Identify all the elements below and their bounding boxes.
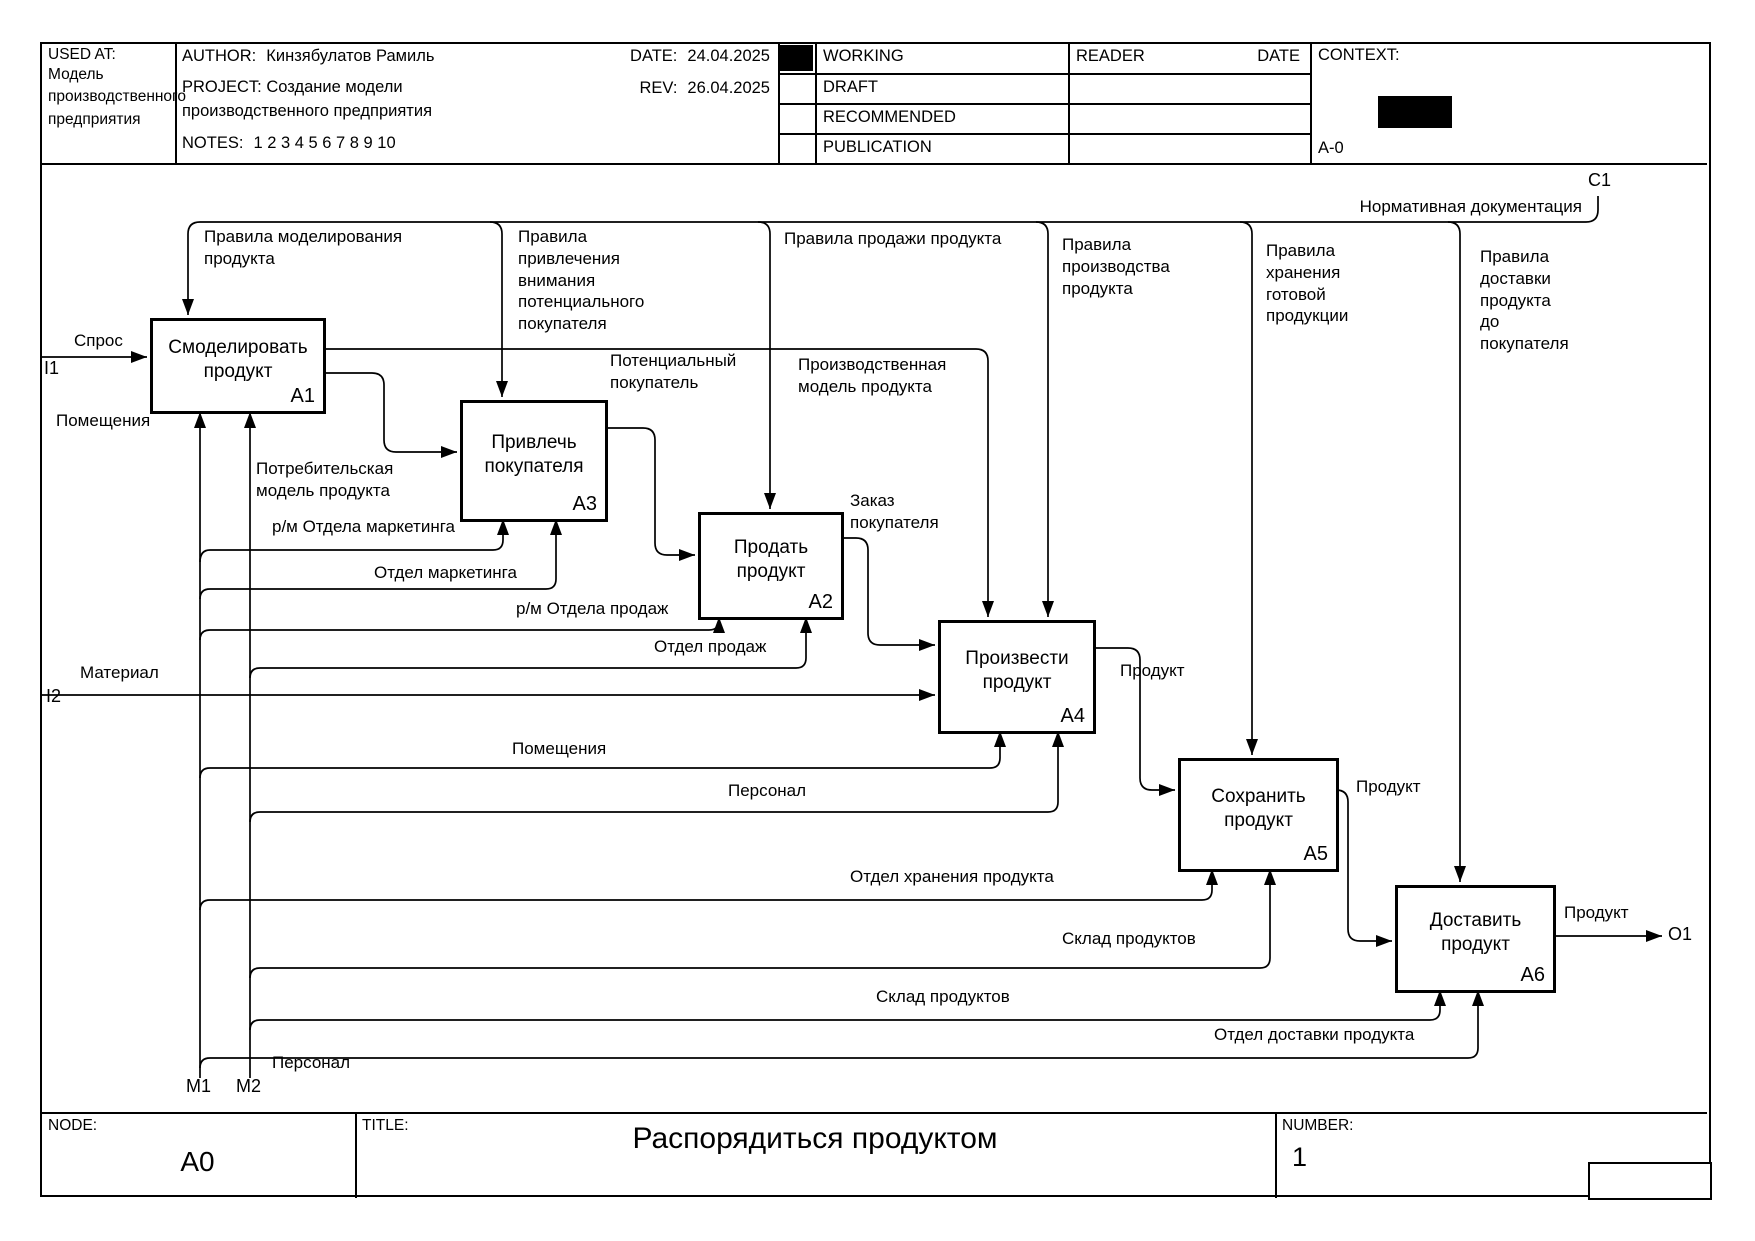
arrow-label-otdel-marketinga: Отдел маркетинга <box>374 563 517 582</box>
footer-corner-box <box>1588 1162 1712 1200</box>
arrow-label-sklad-2: Склад продуктов <box>876 987 1010 1006</box>
arrow-label-pravila-proizvodstva: Правила производства продукта <box>1062 235 1170 298</box>
activity-box-a2[interactable] <box>698 512 844 620</box>
activity-box-a5[interactable] <box>1178 758 1339 872</box>
activity-code-a6: A6 <box>1520 964 1545 986</box>
arrow-label-pomeshcheniya-top: Помещения <box>56 411 151 430</box>
project-value: Создание модели производственного предприятия <box>182 78 432 120</box>
activity-title-a3: Привлечь покупателя <box>484 432 584 477</box>
arrow-label-otdel-prodazh: Отдел продаж <box>654 637 767 656</box>
status-recommended: RECOMMENDED <box>823 108 956 126</box>
author-value: Кинзябулатов Рамиль <box>266 47 435 65</box>
arrow-label-pravila-modelirovaniya: Правила моделирования продукта <box>204 227 403 268</box>
context-label: CONTEXT: <box>1318 46 1400 64</box>
interface-m2: M2 <box>236 1076 262 1096</box>
arrow-label-pravila-dostavki: Правила доставки продукта до покупателя <box>1480 247 1569 353</box>
reader-date-label: DATE <box>1257 47 1300 65</box>
arrow-label-otdel-dostavki: Отдел доставки продукта <box>1214 1025 1415 1044</box>
arrow-label-pravila-privlecheniya: Правила привлечения внимания потенциального покупателя <box>518 227 645 333</box>
arrow-label-sklad-1: Склад продуктов <box>1062 929 1196 948</box>
footer-separator <box>40 1112 1707 1114</box>
number-label: NUMBER: <box>1282 1117 1354 1134</box>
arrow-label-normativnaya: Нормативная документация <box>1359 197 1582 216</box>
interface-i1: I1 <box>44 358 60 378</box>
date-value: 24.04.2025 <box>687 47 770 65</box>
activity-code-a1: A1 <box>290 385 315 407</box>
used-at-value: Модель производственного предприятия <box>48 66 186 128</box>
activity-title-a4: Произвести продукт <box>965 648 1069 693</box>
arrow-label-pm-marketinga: р/м Отдела маркетинга <box>272 517 456 536</box>
rev-label: REV: <box>639 79 678 97</box>
activity-code-a4: A4 <box>1060 705 1085 727</box>
activity-title-a1: Смоделировать продукт <box>168 337 308 382</box>
activity-box-a3[interactable] <box>460 400 608 522</box>
interface-o1: O1 <box>1668 924 1693 944</box>
activity-title-a5: Сохранить продукт <box>1211 786 1306 831</box>
activity-code-a3: A3 <box>572 493 597 515</box>
activity-code-a2: A2 <box>808 591 833 613</box>
arrow-label-spros: Спрос <box>74 331 123 350</box>
arrow-label-proizvodstvennaya: Производственная модель продукта <box>798 355 947 396</box>
interface-i2: I2 <box>46 686 62 706</box>
arrow-label-potentsialny: Потенциальный покупатель <box>610 351 737 392</box>
activity-box-a1[interactable] <box>150 318 326 414</box>
diagram-title: Распорядиться продуктом <box>632 1122 998 1155</box>
activity-box-a6[interactable] <box>1395 885 1556 993</box>
activity-box-a4[interactable] <box>938 620 1096 734</box>
title-label: TITLE: <box>362 1117 409 1134</box>
project-label: PROJECT: <box>182 78 262 96</box>
arrow-label-material: Материал <box>80 663 159 682</box>
arrow-label-otdel-khraneniya: Отдел хранения продукта <box>850 867 1054 886</box>
node-label: NODE: <box>48 1117 98 1134</box>
date-label: DATE: <box>630 47 678 65</box>
activity-title-a6: Доставить продукт <box>1429 910 1522 955</box>
notes-label: NOTES: <box>182 134 244 152</box>
arrow-label-personal-bottom: Персонал <box>272 1053 351 1072</box>
node-value: A0 <box>180 1146 215 1177</box>
status-draft: DRAFT <box>823 78 878 96</box>
status-publication: PUBLICATION <box>823 138 932 156</box>
notes-value: 1 2 3 4 5 6 7 8 9 10 <box>253 134 396 152</box>
footer-divider-2 <box>1275 1112 1277 1198</box>
arrow-label-produkt-a6: Продукт <box>1564 903 1629 922</box>
arrow-label-pravila-khraneniya: Правила хранения готовой продукции <box>1266 241 1349 326</box>
arrow-label-pm-prodazh: р/м Отдела продаж <box>516 599 669 618</box>
arrow-label-potrebitelskaya: Потребительская модель продукта <box>256 459 394 500</box>
context-node: A-0 <box>1318 139 1344 157</box>
arrow-label-produkt-a5: Продукт <box>1356 777 1421 796</box>
arrow-label-pomeshcheniya-mid: Помещения <box>512 739 607 758</box>
arrow-label-produkt-a4: Продукт <box>1120 661 1185 680</box>
number-value: 1 <box>1292 1142 1308 1172</box>
interface-m1: M1 <box>186 1076 212 1096</box>
author-label: AUTHOR: <box>182 47 257 65</box>
used-at-label: USED AT: <box>48 46 116 63</box>
activity-title-a2: Продать продукт <box>733 537 809 582</box>
arrow-label-pravila-prodazhi: Правила продажи продукта <box>784 229 1002 248</box>
activity-code-a5: A5 <box>1303 843 1328 865</box>
arrow-label-zakaz: Заказ покупателя <box>850 491 939 532</box>
reader-label: READER <box>1076 47 1145 65</box>
arrow-label-personal-mid: Персонал <box>728 781 807 800</box>
rev-value: 26.04.2025 <box>687 79 770 97</box>
interface-c1: C1 <box>1588 170 1612 190</box>
status-working: WORKING <box>823 47 904 65</box>
